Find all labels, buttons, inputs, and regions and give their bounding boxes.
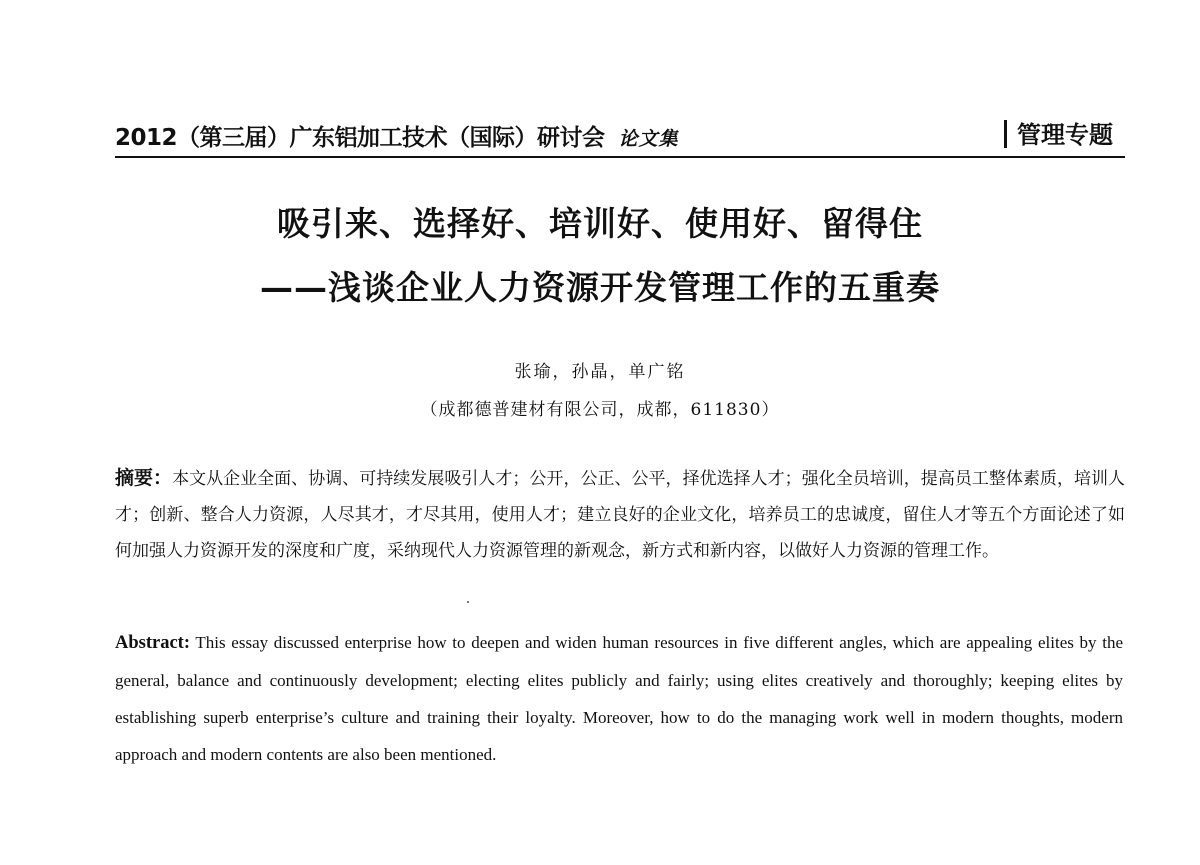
header-rule (115, 156, 1125, 158)
proceedings-label: 论文集 (618, 128, 679, 150)
paper-subtitle: ——浅谈企业人力资源开发管理工作的五重奏 (260, 268, 940, 307)
section-header (1004, 115, 1113, 150)
section-label: 管理专题 (1017, 121, 1113, 149)
conference-name: 2012（第三届）广东铝加工技术（国际）研讨会 (115, 125, 605, 151)
abstract-chinese-text: 本文从企业全面、协调、可持续发展吸引人才；公开，公正、公平，择优选择人才；强化全员培训，提高员工整体素质，培训人才；创新、整合人力资源，人尽其才，才尽其用，使用人才；建立良好的企业文化，培养员工的忠诚度，留住人才等五个方面论述了如何加强人力资源开发的深度和广度，采纳现代人力资源管理的新观念，新方式和新内容，以做好人力资源的管理工作。 (115, 469, 1125, 561)
abstract-english-label: Abstract: (115, 633, 191, 653)
scan-speck (467, 601, 469, 603)
affiliation: （成都德普建材有限公司，成都，611830） (420, 400, 780, 420)
conference-header (115, 119, 679, 152)
paper-title: 吸引来、选择好、培训好、使用好、留得住 (277, 204, 923, 243)
running-header (115, 114, 1125, 158)
abstract-chinese-label: 摘要： (115, 467, 173, 489)
abstract-chinese (115, 460, 1125, 569)
authors: 张瑜，孙晶，单广铭 (514, 362, 686, 382)
abstract-english (115, 624, 1123, 773)
section-divider (1004, 120, 1007, 148)
abstract-english-text: This essay discussed enterprise how to deepen and widen human resources in five different angles, which are appealing elites by the general, balance and continuously development; electing elites publicly and fairly; using elites creatively and thoroughly; keeping elites by establishing superb enterprise’s culture and training their loyalty. Moreover, how to do the managing work well in modern thoughts, modern approach and modern contents are also been mentioned. (115, 633, 1123, 764)
